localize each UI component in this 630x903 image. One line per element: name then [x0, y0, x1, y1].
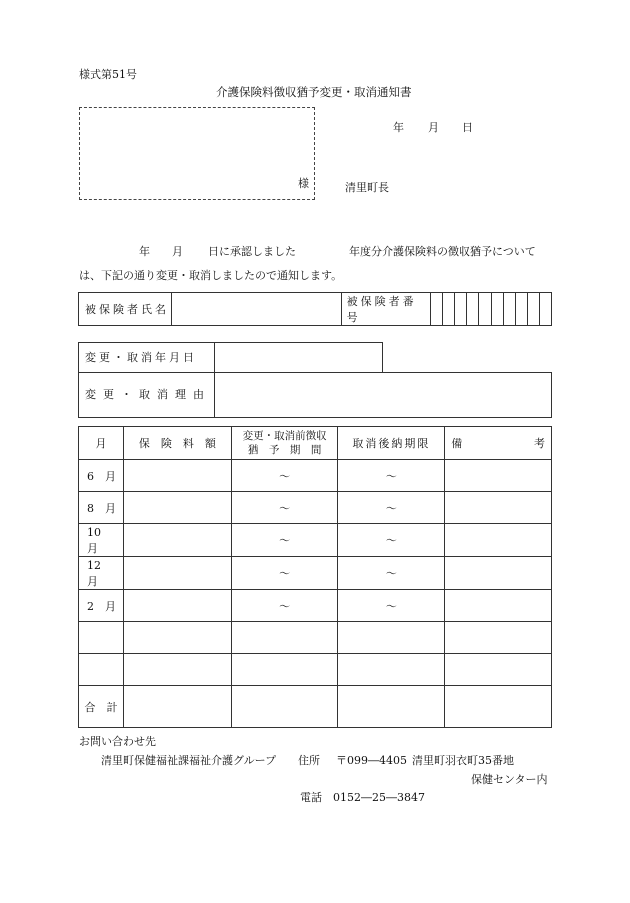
change-reason-field[interactable]	[215, 373, 551, 417]
row-period-cell[interactable]: 〜	[231, 460, 338, 492]
total-label: 合 計	[79, 686, 124, 728]
row-remarks-cell[interactable]	[445, 524, 552, 557]
row-amount-cell[interactable]	[123, 460, 231, 492]
header-amount: 保 険 料 額	[123, 427, 231, 460]
row-period-cell[interactable]	[231, 622, 338, 654]
insured-number-digit[interactable]	[467, 293, 479, 326]
insured-name-label: 被保険者氏名	[79, 293, 172, 326]
row-month	[79, 654, 124, 686]
row-period-cell[interactable]	[231, 654, 338, 686]
row-period-cell[interactable]: 〜	[231, 492, 338, 524]
total-amount-cell[interactable]	[123, 686, 231, 728]
schedule-row	[79, 492, 552, 524]
header-period: 変更・取消前徴収 猶 予 期 間	[231, 427, 338, 460]
row-deadline-cell[interactable]	[338, 654, 445, 686]
row-deadline-cell[interactable]: 〜	[338, 524, 445, 557]
row-deadline-cell[interactable]: 〜	[338, 590, 445, 622]
insured-table	[78, 292, 552, 326]
row-remarks-cell[interactable]	[445, 492, 552, 524]
row-amount-cell[interactable]	[123, 524, 231, 557]
row-month	[79, 622, 124, 654]
row-remarks-cell[interactable]	[445, 460, 552, 492]
form-number: 様式第51号	[79, 68, 137, 81]
contact-building: 保健センター内	[471, 773, 548, 786]
schedule-table	[78, 426, 552, 728]
row-amount-cell[interactable]	[123, 622, 231, 654]
schedule-row	[79, 460, 552, 492]
insured-number-digit[interactable]	[539, 293, 551, 326]
total-remarks-cell[interactable]	[445, 686, 552, 728]
row-period-cell[interactable]: 〜	[231, 557, 338, 590]
row-month: 8 月	[79, 492, 124, 524]
total-period-cell[interactable]	[231, 686, 338, 728]
addressee-box[interactable]	[79, 107, 315, 200]
row-month: 10 月	[79, 524, 124, 557]
row-deadline-cell[interactable]: 〜	[338, 492, 445, 524]
schedule-row	[79, 622, 552, 654]
total-deadline-cell[interactable]	[338, 686, 445, 728]
insured-number-digit[interactable]	[479, 293, 491, 326]
row-remarks-cell[interactable]	[445, 590, 552, 622]
contact-phone: 電話 0152―25―3847	[300, 791, 425, 804]
insured-number-digit[interactable]	[443, 293, 455, 326]
change-date-field[interactable]	[215, 343, 382, 372]
change-reason-label: 変更・取消理由	[79, 373, 215, 417]
insured-name-field[interactable]	[171, 293, 341, 326]
schedule-row	[79, 557, 552, 590]
header-deadline: 取消後納期限	[338, 427, 445, 460]
row-remarks-cell[interactable]	[445, 622, 552, 654]
body-line-2: は、下記の通り変更・取消しましたので通知します。	[79, 269, 343, 282]
row-deadline-cell[interactable]: 〜	[338, 460, 445, 492]
insured-number-digit[interactable]	[491, 293, 503, 326]
schedule-row	[79, 524, 552, 557]
row-amount-cell[interactable]	[123, 557, 231, 590]
row-remarks-cell[interactable]	[445, 557, 552, 590]
row-month: 12 月	[79, 557, 124, 590]
insured-number-digit[interactable]	[503, 293, 515, 326]
schedule-row	[79, 654, 552, 686]
row-month: 2 月	[79, 590, 124, 622]
change-reason-row	[78, 372, 552, 418]
addressee-honorific: 様	[298, 177, 309, 190]
row-amount-cell[interactable]	[123, 590, 231, 622]
insured-number-label: 被保険者番号	[341, 293, 431, 326]
schedule-row	[79, 590, 552, 622]
document-title: 介護保険料徴収猶予変更・取消通知書	[216, 85, 412, 99]
header-month: 月	[79, 427, 124, 460]
row-deadline-cell[interactable]: 〜	[338, 557, 445, 590]
insured-number-digit[interactable]	[515, 293, 527, 326]
row-period-cell[interactable]: 〜	[231, 524, 338, 557]
change-date-row	[78, 342, 383, 373]
insured-number-digit[interactable]	[431, 293, 443, 326]
row-amount-cell[interactable]	[123, 492, 231, 524]
contact-heading: お問い合わせ先	[79, 735, 156, 748]
issuer-name: 清里町長	[345, 181, 389, 194]
row-deadline-cell[interactable]	[338, 622, 445, 654]
row-amount-cell[interactable]	[123, 654, 231, 686]
change-date-label: 変更・取消年月日	[79, 343, 215, 372]
insured-number-digit[interactable]	[527, 293, 539, 326]
row-period-cell[interactable]: 〜	[231, 590, 338, 622]
insured-number-digit[interactable]	[455, 293, 467, 326]
header-remarks: 備 考	[445, 427, 552, 460]
row-remarks-cell[interactable]	[445, 654, 552, 686]
row-month: 6 月	[79, 460, 124, 492]
